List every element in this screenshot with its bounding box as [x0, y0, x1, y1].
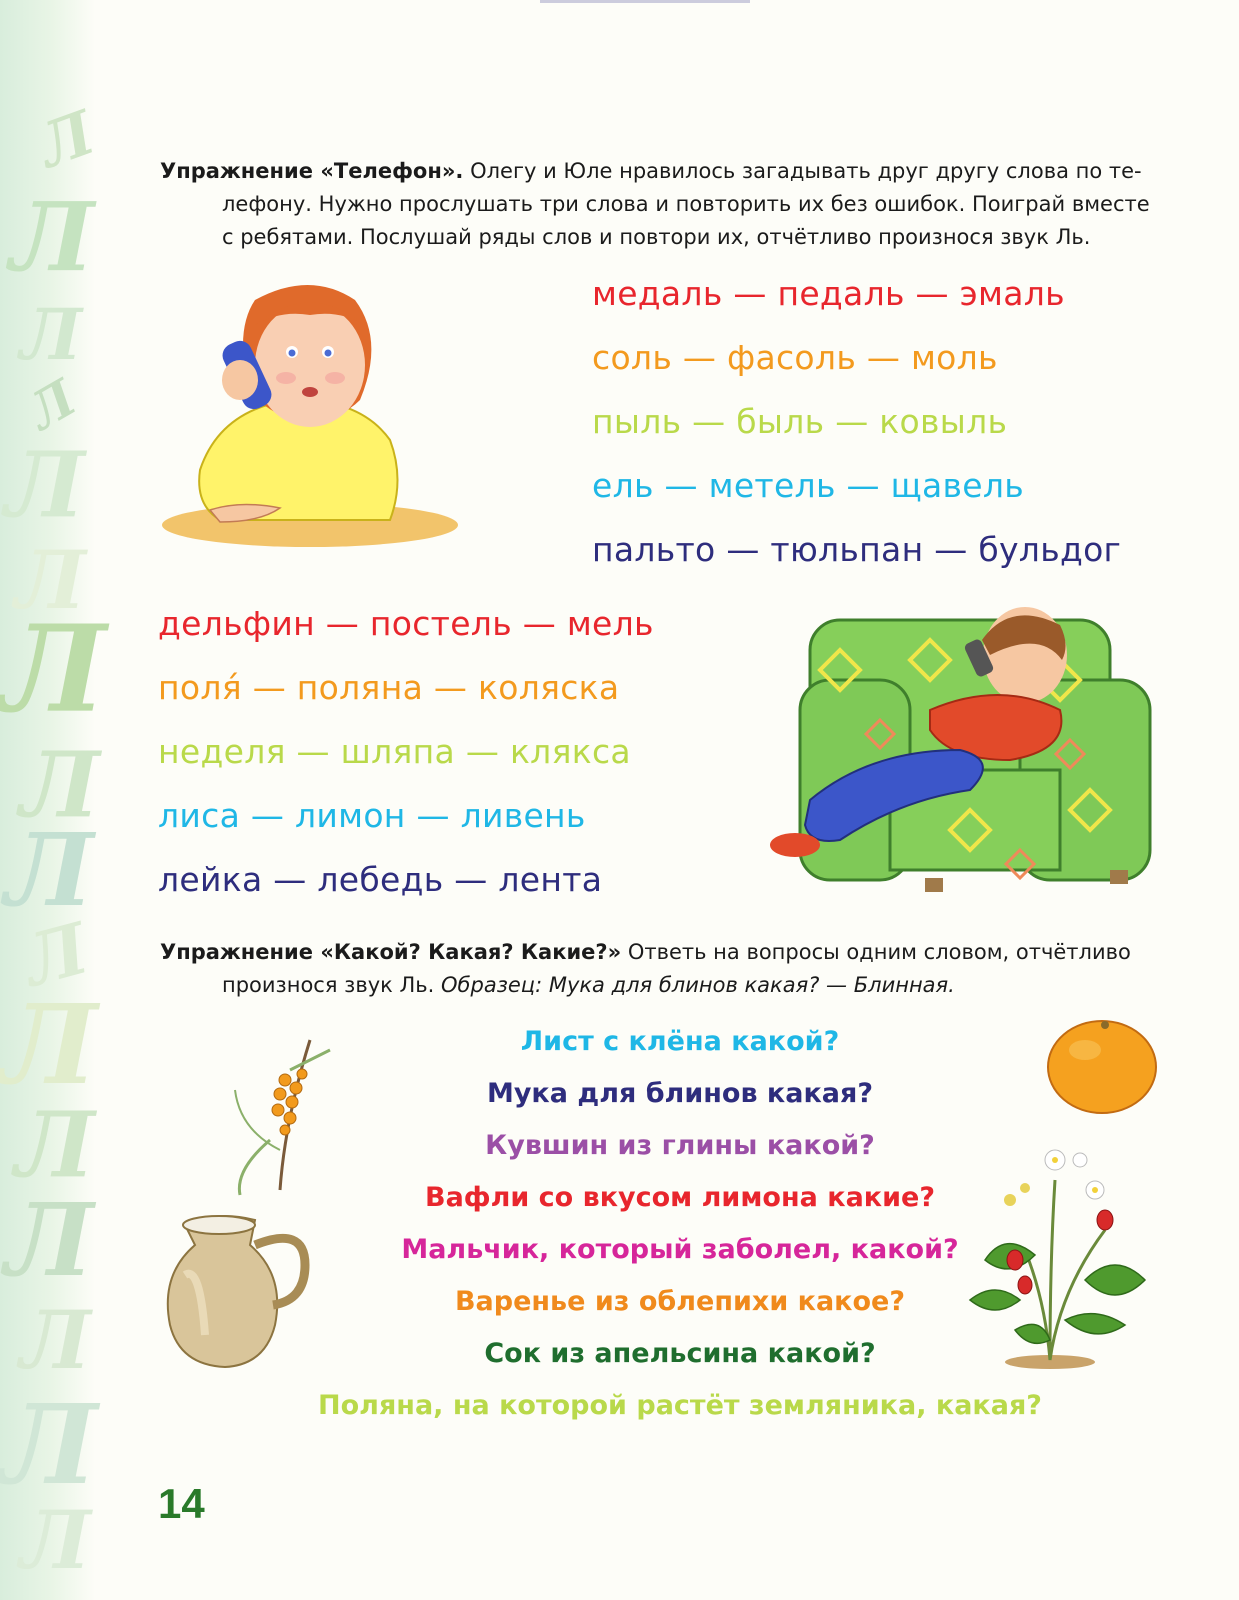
word-row: лейка — лебедь — лента — [158, 860, 603, 899]
instruction-text: Ответь на вопросы одним словом, отчётливо — [621, 940, 1131, 964]
exercise-title: Упражнение «Какой? Какая? Какие?» — [160, 940, 622, 964]
side-letter: Л — [20, 1493, 91, 1587]
example-text: Образец: Мука для блинов какая? — Блинная. — [441, 973, 955, 997]
word-row: медаль — педаль — эмаль — [592, 274, 1065, 313]
side-letter: Л — [0, 599, 107, 740]
side-letter: Л — [5, 811, 94, 929]
side-letter: Л — [15, 533, 86, 627]
side-letter: Л — [0, 1380, 98, 1509]
side-letter: Л — [20, 293, 82, 376]
question-line: Вафли со вкусом лимона какие? — [424, 1182, 936, 1213]
instruction-text: с ребятами. Послушай ряды слов и повтори их, отчётливо произнося звук Ль. — [222, 225, 1091, 249]
word-row: соль — фасоль — моль — [592, 338, 998, 377]
side-letter: Л — [20, 732, 100, 838]
word-row: поля́ — поляна — коляска — [158, 668, 620, 707]
instruction-text: Олегу и Юле нравилось загадывать друг другу слова по те- — [463, 159, 1142, 183]
question-line: Мальчик, который заболел, какой? — [401, 1234, 959, 1265]
instruction-text: произнося звук Ль. — [222, 973, 442, 997]
question-line: Варенье из облепихи какое? — [454, 1286, 906, 1317]
word-row: ель — метель — щавель — [592, 466, 1024, 505]
instruction-text: лефону. Нужно прослушать три слова и повторить их без ошибок. Поиграй вместе — [222, 192, 1150, 216]
word-row: пальто — тюльпан — бульдог — [592, 530, 1122, 569]
instruction-text — [160, 969, 1170, 1002]
page-number: 14 — [158, 1480, 205, 1527]
boy-armchair-illustration — [770, 600, 1160, 900]
side-letter: Л — [10, 182, 95, 293]
jug-illustration — [155, 1205, 320, 1375]
question-line: Сок из апельсина какой? — [484, 1338, 876, 1369]
side-letter: Л — [17, 367, 86, 442]
side-letter: Л — [0, 980, 98, 1109]
word-row: лиса — лимон — ливень — [158, 796, 586, 835]
decorative-letter-strip — [0, 0, 107, 1600]
word-row: дельфин — постель — мель — [158, 604, 654, 643]
sea-buckthorn-illustration — [230, 1030, 340, 1200]
orange-illustration — [1045, 1015, 1160, 1115]
question-line: Кувшин из глины какой? — [485, 1130, 875, 1161]
word-row: пыль — быль — ковыль — [592, 402, 1008, 441]
word-row: неделя — шляпа — клякса — [158, 732, 631, 771]
question-line: Лист с клёна какой? — [520, 1026, 840, 1057]
side-letter: Л — [5, 1181, 94, 1299]
question-line: Поляна, на которой растёт земляника, какая? — [318, 1390, 1042, 1421]
exercise-title: Упражнение «Телефон». — [160, 159, 464, 183]
exercise-which-instructions — [160, 936, 1170, 1002]
side-letter: Л — [15, 1092, 95, 1198]
side-letter: Л — [20, 1293, 91, 1387]
side-letter: Л — [15, 906, 97, 1003]
side-letter: Л — [5, 432, 85, 538]
question-line: Мука для блинов какая? — [486, 1078, 874, 1109]
top-edge-mark — [540, 0, 750, 3]
girl-phone-illustration — [160, 270, 480, 550]
side-letter: Л — [29, 98, 104, 182]
exercise-telephone-instructions — [160, 155, 1170, 254]
wild-strawberry-illustration — [965, 1140, 1155, 1370]
